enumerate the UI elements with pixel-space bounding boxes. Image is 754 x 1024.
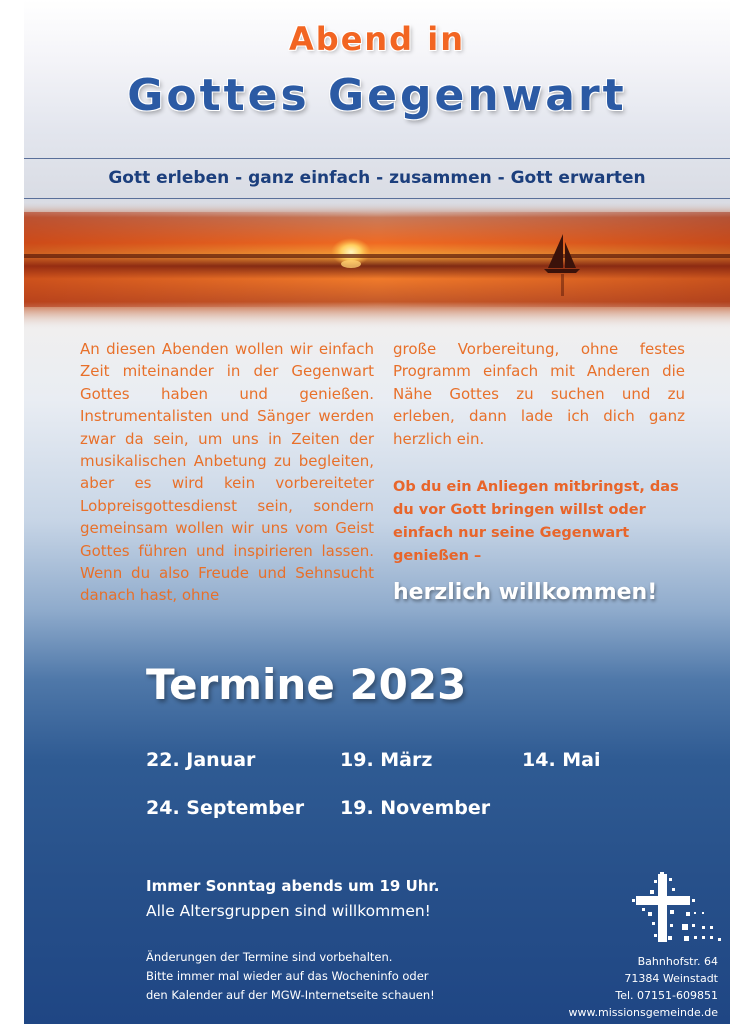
address-street: Bahnhofstr. 64 bbox=[637, 955, 718, 968]
highlight-text: Ob du ein Anliegen mitbringst, das du vor Gott bringen willst oder einfach nur seine Gegenwart genießen – bbox=[393, 479, 679, 565]
contact-address bbox=[569, 953, 718, 1021]
welcome-text: herzlich willkommen! bbox=[393, 580, 658, 606]
note-line: den Kalender auf der MGW-Internetseite schauen! bbox=[146, 988, 435, 1002]
title-line-1: Abend in bbox=[289, 20, 465, 58]
intro-text-right-column bbox=[393, 338, 685, 604]
time-info: Immer Sonntag abends um 19 Uhr. bbox=[146, 877, 440, 895]
note-line: Änderungen der Termine sind vorbehalten. bbox=[146, 950, 393, 964]
change-notes bbox=[146, 948, 435, 1005]
intro-paragraph-right: große Vorbereitung, ohne festes Programm einfach mit Anderen die Nähe Gottes zu suchen und zu erleben, dann lade ich dich ganz herzlich ein. bbox=[393, 340, 685, 448]
date-item: 14. Mai bbox=[522, 749, 601, 771]
sunset-sailboat-image bbox=[24, 202, 730, 330]
date-item: 19. März bbox=[340, 749, 433, 771]
poster bbox=[24, 0, 730, 1024]
date-item: 22. Januar bbox=[146, 749, 256, 771]
note-line: Bitte immer mal wieder auf das Wocheninfo oder bbox=[146, 969, 429, 983]
date-item: 24. September bbox=[146, 797, 305, 819]
address-website: www.missionsgemeinde.de bbox=[568, 1006, 718, 1019]
intro-paragraph-left: An diesen Abenden wollen wir einfach Zeit miteinander in der Gegenwart Gottes haben und genießen. Instrumentalisten und Sänger werden zwar da sein, um uns in Zeiten der musikalischen Anbetung zu begleiten, aber es wird kein vorbereiteter Lobpreisgottesdienst sein, sondern gemeinsam wollen wir uns vom Geist Gottes führen und inspirieren lassen. Wenn du also Freude und Sehnsucht danach hast, ohne bbox=[80, 340, 374, 605]
church-cross-logo bbox=[630, 872, 726, 948]
subtitle-rule-bottom bbox=[24, 198, 730, 199]
title-line-2: Gottes Gegenwart bbox=[127, 70, 627, 121]
subtitle-rule-top bbox=[24, 158, 730, 159]
address-city: 71384 Weinstadt bbox=[624, 972, 718, 985]
date-item: 19. November bbox=[340, 797, 491, 819]
subtitle: Gott erleben - ganz einfach - zusammen - Gott erwarten bbox=[108, 168, 646, 188]
schedule-heading: Termine 2023 bbox=[146, 660, 467, 709]
audience-info: Alle Altersgruppen sind willkommen! bbox=[146, 902, 431, 920]
address-phone: Tel. 07151-609851 bbox=[615, 989, 718, 1002]
intro-text-left-column bbox=[80, 338, 374, 607]
